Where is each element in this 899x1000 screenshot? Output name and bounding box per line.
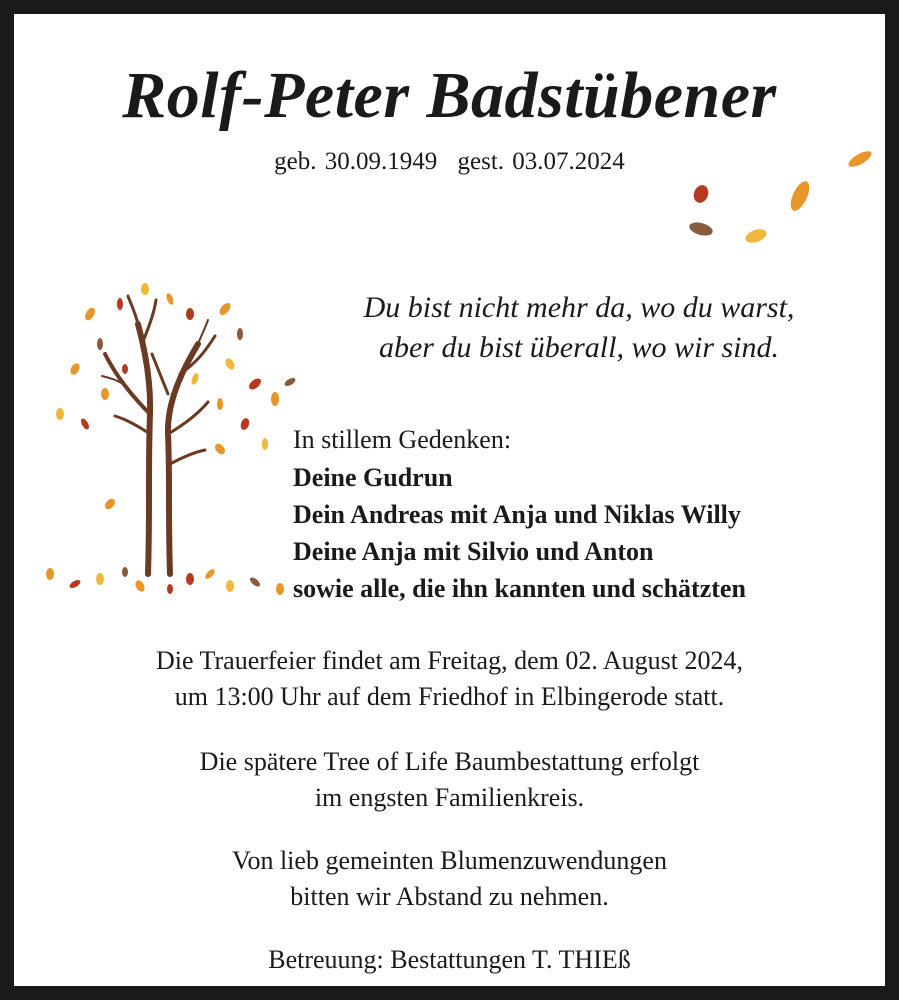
falling-leaves-icon <box>664 144 885 264</box>
mourner-line: Deine Anja mit Silvio und Anton <box>293 537 654 566</box>
obituary-card <box>14 14 885 986</box>
autumn-tree-icon <box>30 274 300 604</box>
mourner-line: Dein Andreas mit Anja und Niklas Willy <box>293 500 741 529</box>
ceremony-line: Die Trauerfeier findet am Freitag, dem 02. August 2024, <box>155 646 744 675</box>
quote-line: Du bist nicht mehr da, wo du warst, <box>363 291 795 324</box>
ceremony-line: um 13:00 Uhr auf dem Friedhof in Elbingerode statt. <box>174 682 725 711</box>
mourner-line: sowie alle, die ihn kannten und schätzten <box>293 574 746 603</box>
deceased-name: Rolf-Peter Badstübener <box>122 59 777 132</box>
memorial-quote <box>314 288 844 368</box>
gedenken-label: In stillem Gedenken: <box>293 425 512 454</box>
flowers-line: bitten wir Abstand zu nehmen. <box>290 882 609 911</box>
flowers-info <box>14 843 885 915</box>
birth-date: geb. 30.09.1949 <box>274 148 438 175</box>
ceremony-info <box>14 643 885 715</box>
death-date: gest. 03.07.2024 <box>457 148 625 175</box>
burial-line: Die spätere Tree of Life Baumbestattung erfolgt <box>199 747 700 776</box>
mourners-list <box>293 459 746 607</box>
burial-line: im engsten Familienkreis. <box>314 783 585 812</box>
funeral-home: Betreuung: Bestattungen T. THIEß <box>268 945 631 974</box>
mourner-line: Deine Gudrun <box>293 463 453 492</box>
flowers-line: Von lieb gemeinten Blumenzuwendungen <box>232 846 667 875</box>
burial-info <box>14 744 885 816</box>
quote-line: aber du bist überall, wo wir sind. <box>378 331 780 364</box>
